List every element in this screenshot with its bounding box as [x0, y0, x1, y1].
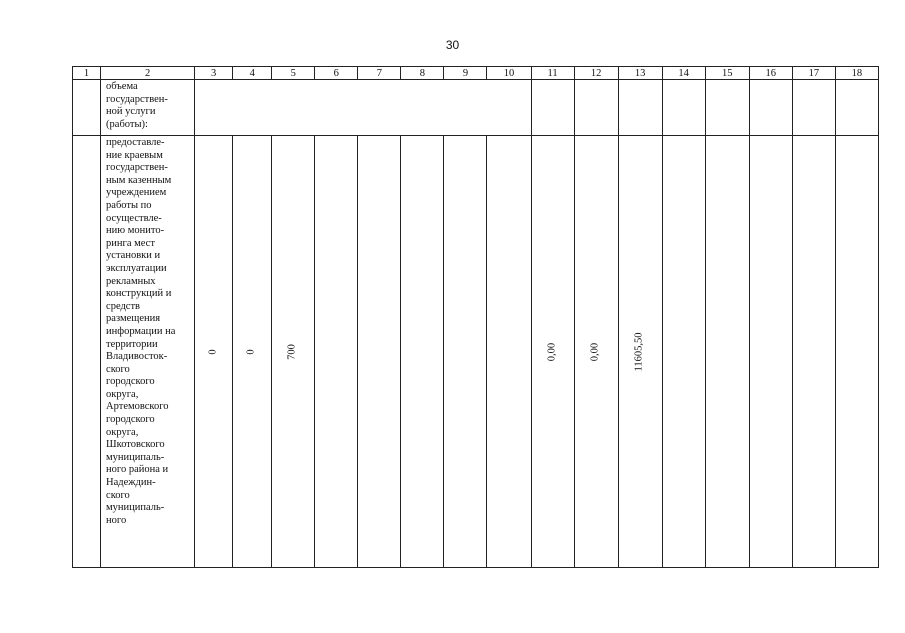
table-cell: [73, 136, 101, 568]
table-cell: [531, 136, 574, 568]
table-cell: [835, 80, 878, 136]
table-row: [73, 80, 879, 136]
table-cell: [315, 136, 358, 568]
table-cell: [705, 80, 749, 136]
header-cell: 5: [272, 67, 315, 80]
table-cell: [358, 136, 401, 568]
header-cell: 9: [444, 67, 487, 80]
table-cell: [792, 136, 835, 568]
cell-value-col4: 0: [245, 348, 257, 355]
table-cell: [73, 80, 101, 136]
header-cell: 10: [487, 67, 531, 80]
table-cell: [195, 80, 531, 136]
table-cell: [618, 136, 662, 568]
table-cell: [618, 80, 662, 136]
table-cell: [531, 80, 574, 136]
header-cell: 1: [73, 67, 101, 80]
table-cell: [792, 80, 835, 136]
header-cell: 4: [233, 67, 272, 80]
table-cell: [233, 136, 272, 568]
table-cell: [195, 136, 233, 568]
header-cell: 18: [835, 67, 878, 80]
table-cell: [272, 136, 315, 568]
cell-value-col5: 700: [286, 343, 298, 360]
table-cell: [487, 136, 531, 568]
header-cell: 13: [618, 67, 662, 80]
table-row: [73, 136, 879, 568]
table-header-row: [73, 67, 879, 80]
page-number: 30: [445, 38, 460, 52]
row-description: предоставле- ние краевым государствен- ным казенным учреждением работы по осуществле- нию монито- ринга мест установки и эксплуатации рекламных конструкций и средств размещения информации на территории Владивосток- ского городского округа, Артемовского городского округа, Шкотовского муниципаль- ного района и Надеждин- ского муниципаль- ного: [101, 136, 195, 568]
header-cell: 3: [195, 67, 233, 80]
table-cell: [749, 136, 792, 568]
cell-value-col3: 0: [207, 348, 219, 355]
table-cell: [749, 80, 792, 136]
table-cell: [705, 136, 749, 568]
header-cell: 6: [315, 67, 358, 80]
table-cell: [662, 136, 705, 568]
table-cell: [574, 136, 618, 568]
table-cell: [574, 80, 618, 136]
header-cell: 12: [574, 67, 618, 80]
cell-value-col13: 11605,50: [633, 332, 645, 371]
table-cell: [401, 136, 444, 568]
data-table: [72, 66, 879, 568]
cell-value-col11: 0,00: [546, 342, 558, 361]
cell-value-col12: 0,00: [589, 342, 601, 361]
header-cell: 17: [792, 67, 835, 80]
row-description: объема государствен- ной услуги (работы):: [101, 80, 195, 136]
header-cell: 8: [401, 67, 444, 80]
header-cell: 16: [749, 67, 792, 80]
header-cell: 11: [531, 67, 574, 80]
header-cell: 7: [358, 67, 401, 80]
table-cell: [444, 136, 487, 568]
header-cell: 2: [101, 67, 195, 80]
table-cell: [662, 80, 705, 136]
header-cell: 15: [705, 67, 749, 80]
table-cell: [835, 136, 878, 568]
header-cell: 14: [662, 67, 705, 80]
